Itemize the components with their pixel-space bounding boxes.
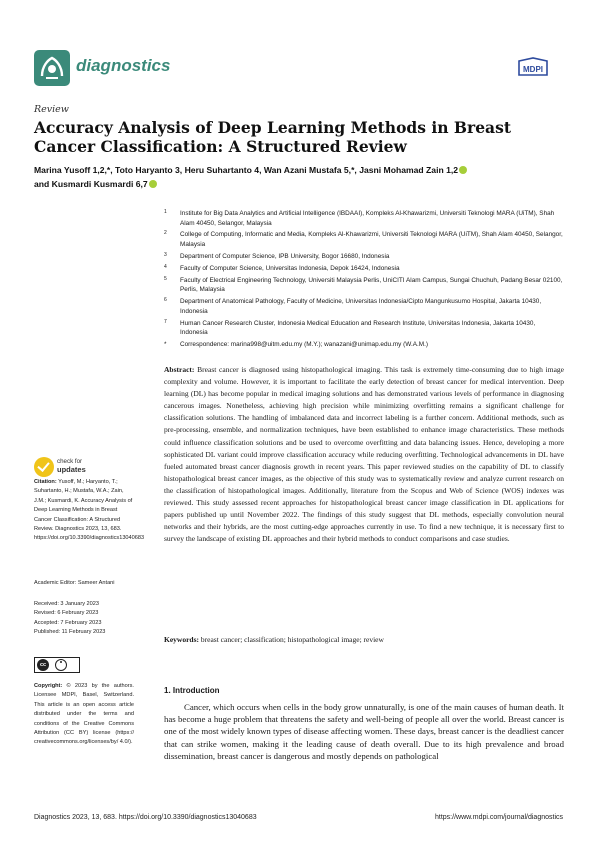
affiliations-list xyxy=(164,209,564,352)
affiliation-text: Faculty of Computer Science, Universitas Indonesia, Depok 16424, Indonesia xyxy=(180,264,400,272)
academic-editor: Academic Editor: Sameer Antani xyxy=(34,580,115,586)
abstract-label: Abstract: xyxy=(164,365,195,374)
journal-logo-icon xyxy=(34,50,70,86)
article-title: Accuracy Analysis of Deep Learning Methods in Breast Cancer Classification: A Structured Review xyxy=(34,118,511,156)
check-updates-text xyxy=(57,458,86,475)
orcid-icon[interactable] xyxy=(459,166,467,174)
checkmark-icon xyxy=(34,457,54,477)
revised-date: Revised: 6 February 2023 xyxy=(34,610,99,617)
check-for-updates-button[interactable] xyxy=(34,456,114,478)
affiliation-text: Department of Computer Science, IPB University, Bogor 16680, Indonesia xyxy=(180,252,390,260)
affiliation-text: Faculty of Electrical Engineering Technology, Universiti Malaysia Perlis, UniCITI Alam Campus, Sungai Chuchuh, Padang Besar 02100, Perlis, Malaysia xyxy=(180,276,563,294)
affiliation-text: Institute for Big Data Analytics and Artificial Intelligence (IBDAAI), Kompleks Al-Khawarizmi, Universiti Teknologi MARA (UiTM), Shah Alam 40450, Selangor, Malaysia xyxy=(180,210,555,227)
citation-block xyxy=(34,478,145,544)
affiliation-number: 6 xyxy=(164,297,167,304)
attribution-icon xyxy=(55,659,67,671)
affiliation-number: 7 xyxy=(164,318,167,325)
accepted-date: Accepted: 7 February 2023 xyxy=(34,619,102,626)
cc-icon: cc xyxy=(37,659,49,671)
abstract-text: Breast cancer is diagnosed using histopathological imaging. This task is extremely time-consuming due to high image complexity and volume. However, it is important to facilitate the early detection of breast cancer for medical intervention. Deep learning (DL) has become popular in medical imaging solutions and has demonstrated various levels of performance in diagnosing cancerous images. Nonetheless, achieving high precision while minimizing overfitting remains a significant challenge for classification solutions. The handling of imbalanced data and incorrect labeling is a further concern. Additional methods, such as pre-processing, ensemble, and normalization techniques, have been established to enhance image characteristics. These methods could influence classification solutions and be used to overcome overfitting and data balancing issues. Hence, developing a more sophisticated DL variant could improve classification accuracy while reducing overfitting. Technological advancements in DL have fueled automated breast cancer diagnosis growth in recent years. This paper reviewed studies on the capability of DL to classify histopathological breast cancer images, as the objective of this study was to systematically review and analyze current research on the classification of histopathological images. Additionally, literature from the Scopus and Web of Science (WOS) indexes was reviewed. This study assessed recent approaches for histopathological breast cancer image classification in DL applications for papers published up until November 2022. The findings of this study suggest that DL methods, especially convolution neural networks and their hybrids, are the most cutting-edge approaches currently in use. To find a new technique, it is necessary first to survey the landscape of existing DL approaches and their hybrid methods to conduct comparisons and case studies. xyxy=(164,365,564,544)
copyright-text[interactable]: © 2023 by the authors. Licensee MDPI, Basel, Switzerland. This article is an open access article distributed under the terms and conditions of the Creative Commons Attribution (CC BY) license (https:// creativecommons.org/licenses/by/ 4.0/). xyxy=(34,683,134,746)
citation-text[interactable]: Yusoff, M.; Haryanto, T.; Suhartanto, H.; Mustafa, W.A.; Zain, J.M.; Kusmardi, K. Accuracy Analysis of Deep Learning Methods in Breast Cancer Classification: A Structured Review. Diagnostics 2023, 13, 683. https://doi.org/10.3390/diagnostics13040683 xyxy=(34,479,145,542)
affiliation-item xyxy=(164,252,564,262)
introduction-text: Cancer, which occurs when cells in the body grow unnaturally, is one of the main causes of human death. It has become a huge problem that threatens the safety and well-being of people all over the world. Breast cancer is one of the most widely known types of disease affecting women. These days, breast cancer is the deadliest cancer that can strike women, making it the leading cause of death overall. Due to its high prevalence and broad dissemination, breast cancer is dangerous and mostly depends on pathological xyxy=(164,702,564,761)
affiliation-number: 3 xyxy=(164,251,167,258)
correspondence-marker: * xyxy=(164,341,167,349)
abstract xyxy=(164,364,564,545)
check-updates-line1: check for xyxy=(57,458,83,465)
affiliation-text: College of Computing, Informatic and Media, Kompleks Al-Khawarizmi, Universiti Teknologi MARA (UiTM), Shah Alam 40450, Selangor, Malaysia xyxy=(180,231,563,249)
copyright-label: Copyright: xyxy=(34,683,63,689)
author-list xyxy=(34,163,574,191)
affiliation-number: 4 xyxy=(164,263,167,270)
correspondence-text[interactable]: Correspondence: marina998@uitm.edu.my (M.Y.); wanazani@unimap.edu.my (W.A.M.) xyxy=(180,341,428,349)
mdpi-logo-icon[interactable] xyxy=(516,57,550,77)
keywords xyxy=(164,635,564,644)
affiliation-text: Department of Anatomical Pathology, Faculty of Medicine, Universitas Indonesia/Cipto Mangunkusumo Hospital, Jakarta 10430, Indonesia xyxy=(180,298,542,315)
affiliation-item xyxy=(164,276,564,295)
affiliation-number: 1 xyxy=(164,209,167,215)
affiliation-item xyxy=(164,297,564,316)
publication-dates xyxy=(34,600,134,638)
keywords-text: breast cancer; classification; histopathological image; review xyxy=(200,635,384,644)
copyright-block xyxy=(34,682,134,748)
journal-name[interactable]: diagnostics xyxy=(76,56,171,75)
orcid-icon[interactable] xyxy=(149,180,157,188)
cc-by-license-icon[interactable] xyxy=(34,657,80,673)
footer-citation[interactable]: Diagnostics 2023, 13, 683. https://doi.org/10.3390/diagnostics13040683 xyxy=(34,814,257,821)
affiliation-number: 5 xyxy=(164,275,167,282)
correspondence-item xyxy=(164,340,564,350)
affiliation-item xyxy=(164,230,564,249)
affiliation-number: 2 xyxy=(164,230,167,237)
introduction-heading: 1. Introduction xyxy=(164,686,220,695)
svg-text:MDPI: MDPI xyxy=(523,65,543,74)
affiliation-item xyxy=(164,264,564,274)
affiliation-text: Human Cancer Research Cluster, Indonesia Medical Education and Research Institute, Universitas Indonesia, Jakarta 10430, Indonesia xyxy=(180,319,536,337)
received-date: Received: 3 January 2023 xyxy=(34,601,99,607)
affiliation-item xyxy=(164,319,564,338)
check-updates-line2: updates xyxy=(57,465,86,474)
author-names-line1[interactable]: Marina Yusoff 1,2,*, Toto Haryanto 3, Heru Suhartanto 4, Wan Azani Mustafa 5,*, Jasni Mohamad Zain 1,2 xyxy=(34,165,459,175)
citation-label: Citation: xyxy=(34,479,57,485)
article-type: Review xyxy=(34,104,69,115)
keywords-label: Keywords: xyxy=(164,635,199,644)
author-names-line2[interactable]: and Kusmardi Kusmardi 6,7 xyxy=(34,179,148,189)
affiliation-item xyxy=(164,209,564,228)
footer-journal-link[interactable]: https://www.mdpi.com/journal/diagnostics xyxy=(435,814,563,821)
published-date: Published: 11 February 2023 xyxy=(34,629,106,636)
